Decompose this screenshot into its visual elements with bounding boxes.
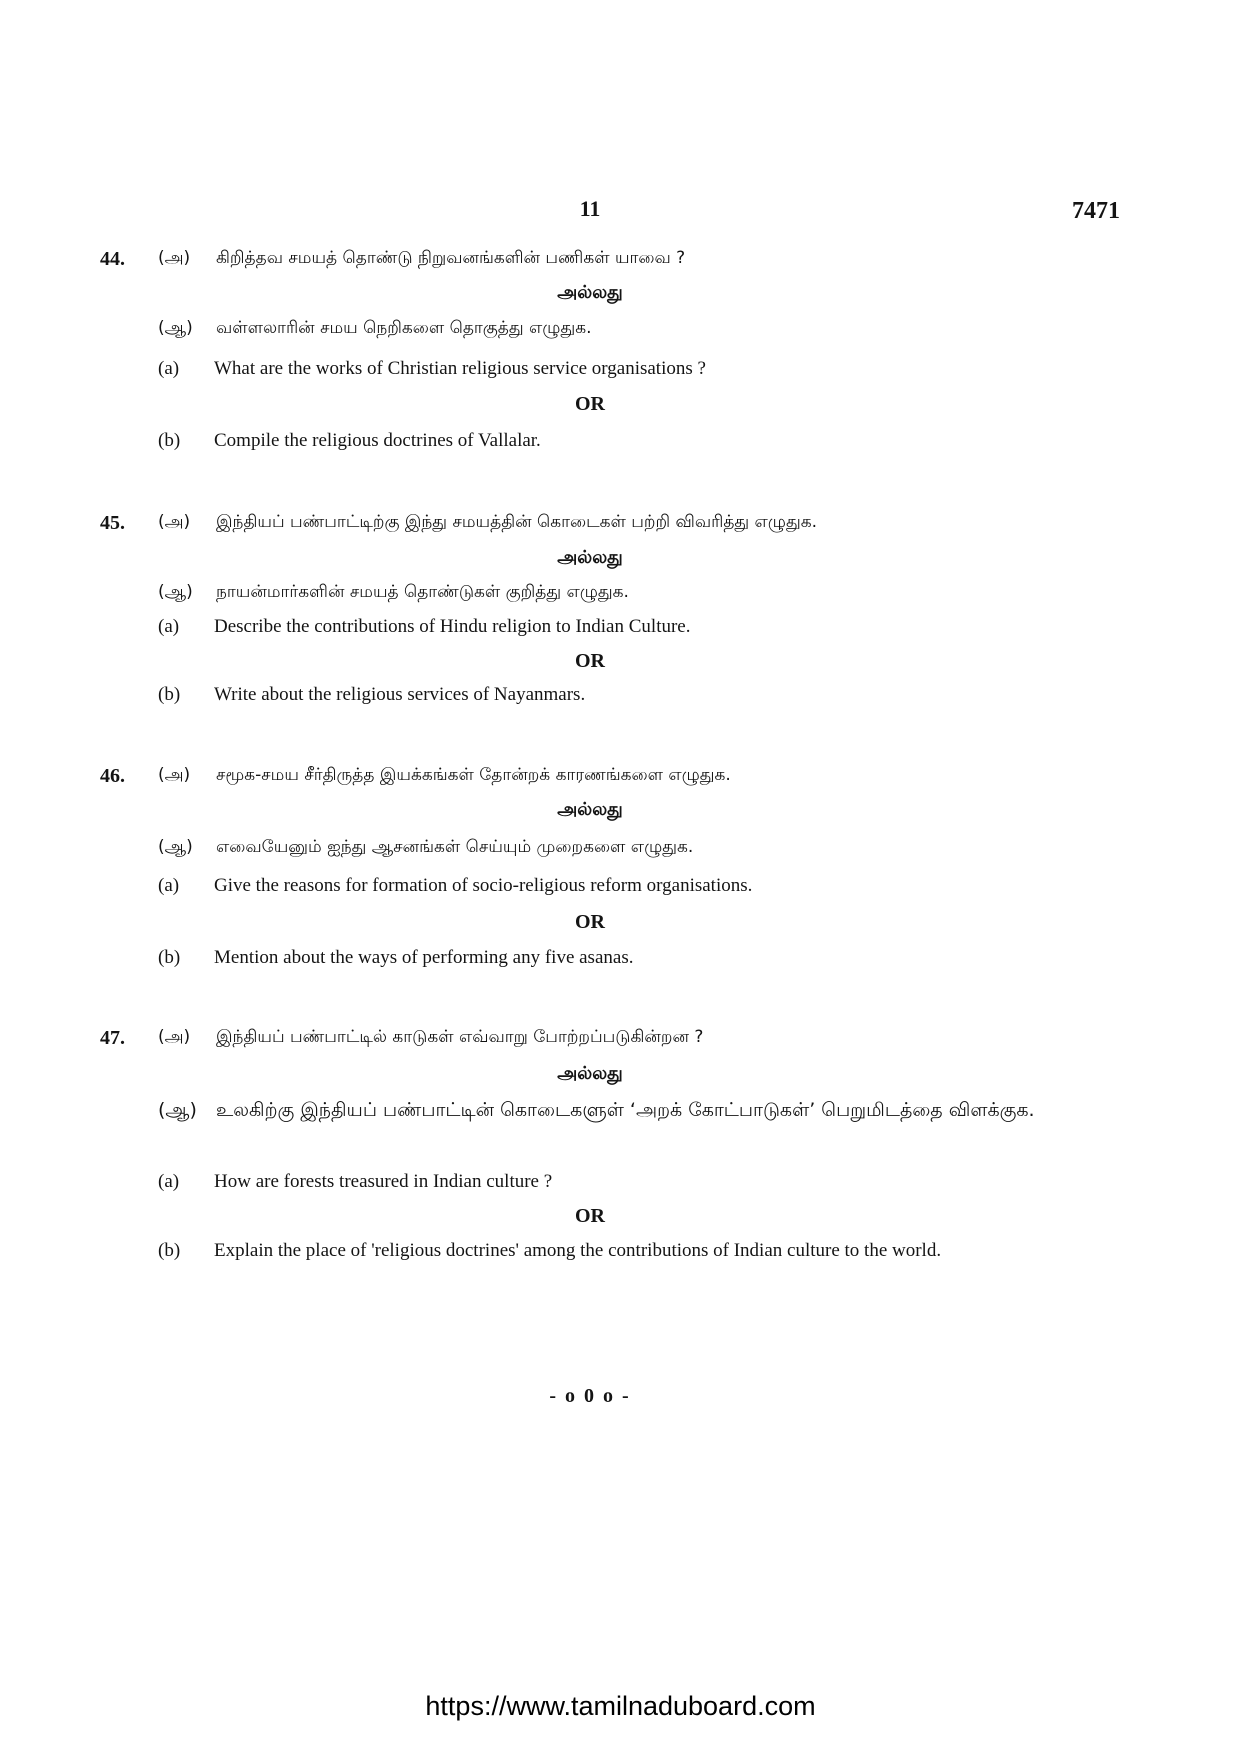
question-44-english-a xyxy=(158,358,706,380)
option-text: Describe the contributions of Hindu religion to Indian Culture. xyxy=(214,616,691,637)
option-label: (அ) xyxy=(158,512,191,532)
option-text: What are the works of Christian religious service organisations ? xyxy=(214,358,706,379)
or-english: OR xyxy=(575,1205,605,1227)
question-number: 46. xyxy=(100,765,125,787)
question-47-tamil-b xyxy=(158,1097,1088,1124)
option-text: இந்தியப் பண்பாட்டில் காடுகள் எவ்வாறு போற்றப்படுகின்றன ? xyxy=(216,1027,704,1047)
option-label: (a) xyxy=(158,358,180,379)
option-text: Mention about the ways of performing any five asanas. xyxy=(214,947,634,968)
option-text: இந்தியப் பண்பாட்டிற்கு இந்து சமயத்தின் கொடைகள் பற்றி விவரித்து எழுதுக. xyxy=(216,512,817,532)
option-text: How are forests treasured in Indian culture ? xyxy=(214,1171,553,1192)
end-mark: - o 0 o - xyxy=(549,1385,631,1407)
option-label: (அ) xyxy=(158,1027,191,1047)
option-text: நாயன்மார்களின் சமயத் தொண்டுகள் குறித்து எழுதுக. xyxy=(216,582,629,602)
option-label: (a) xyxy=(158,875,180,896)
question-number: 44. xyxy=(100,248,125,270)
footer-url[interactable]: https://www.tamilnaduboard.com xyxy=(425,1691,816,1721)
option-label: (b) xyxy=(158,1240,181,1261)
question-number: 45. xyxy=(100,512,125,534)
question-number: 47. xyxy=(100,1027,125,1049)
option-label: (b) xyxy=(158,430,181,451)
option-text: எவையேனும் ஐந்து ஆசனங்கள் செய்யும் முறைகளை எழுதுக. xyxy=(216,837,694,857)
option-text: Give the reasons for formation of socio-religious reform organisations. xyxy=(214,875,753,896)
option-text: Write about the religious services of Nayanmars. xyxy=(214,684,586,705)
option-label: (அ) xyxy=(158,248,191,268)
question-47-english-a xyxy=(158,1171,552,1193)
or-tamil: அல்லது xyxy=(557,799,623,820)
question-46-english-a xyxy=(158,875,752,897)
option-label: (a) xyxy=(158,616,180,637)
question-45-tamil-a xyxy=(158,512,817,534)
option-label: (அ) xyxy=(158,765,191,785)
option-label: (ஆ) xyxy=(158,837,193,857)
question-47-tamil-a xyxy=(158,1027,703,1049)
or-tamil: அல்லது xyxy=(557,1063,623,1084)
or-english: OR xyxy=(575,650,605,672)
option-text: சமூக-சமய சீர்திருத்த இயக்கங்கள் தோன்றக் காரணங்களை எழுதுக. xyxy=(216,765,731,785)
option-text: வள்ளலாரின் சமய நெறிகளை தொகுத்து எழுதுக. xyxy=(216,318,592,338)
or-tamil: அல்லது xyxy=(557,547,623,568)
option-text: உலகிற்கு இந்தியப் பண்பாட்டின் கொடைகளுள் ‘அறக் கோட்பாடுகள்’ பெறுமிடத்தை விளக்குக. xyxy=(216,1099,1035,1121)
question-47-english-b xyxy=(158,1237,1088,1264)
or-english: OR xyxy=(575,393,605,415)
option-label: (ஆ) xyxy=(158,1099,197,1121)
or-tamil: அல்லது xyxy=(557,282,623,303)
question-46-tamil-b xyxy=(158,837,693,859)
option-text: Compile the religious doctrines of Vallalar. xyxy=(214,430,541,451)
or-english: OR xyxy=(575,911,605,933)
paper-code: 7471 xyxy=(1072,198,1120,224)
option-label: (ஆ) xyxy=(158,582,193,602)
question-44-tamil-b xyxy=(158,318,591,340)
option-text: Explain the place of 'religious doctrines' among the contributions of Indian culture to the world. xyxy=(214,1240,942,1261)
option-text: கிறித்தவ சமயத் தொண்டு நிறுவனங்களின் பணிகள் யாவை ? xyxy=(216,248,686,268)
question-45-tamil-b xyxy=(158,582,629,604)
page-number: 11 xyxy=(579,196,601,221)
question-45-english-b xyxy=(158,684,585,706)
option-label: (a) xyxy=(158,1171,180,1192)
option-label: (b) xyxy=(158,684,181,705)
question-44-tamil-a xyxy=(158,248,685,270)
question-45-english-a xyxy=(158,616,690,638)
question-46-tamil-a xyxy=(158,765,731,787)
option-label: (ஆ) xyxy=(158,318,193,338)
question-44-english-b xyxy=(158,430,541,452)
option-label: (b) xyxy=(158,947,181,968)
question-46-english-b xyxy=(158,947,633,969)
